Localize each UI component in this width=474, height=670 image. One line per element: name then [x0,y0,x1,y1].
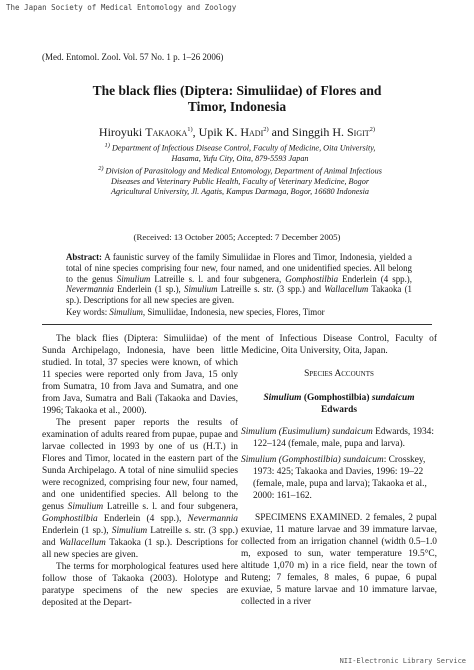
specimens-examined [241,512,437,608]
genus-name: Simulium [263,393,302,403]
abstract-text: Enderlein (1 sp.), [113,284,184,295]
synonymy-text: : Crosskey, 1973: 425; Takaoka and Davies, 1996: 19–22 (female, male, pupa and larva); Takaoka et al., 2000: 161–162. [253,455,427,501]
author-family-name: Takaoka [145,125,188,139]
synonymy-text: Edwards, 1934: 122–124 (female, male, pupa and larva). [253,427,434,449]
abstract [66,252,412,306]
taxon-name: Simulium (Gomphostilbia) sundaicum [241,455,384,465]
keywords-label: Key words: [66,307,108,317]
affiliation-marker: 2) [98,165,104,173]
body-paragraph: The black flies (Diptera: Simuliidae) of the Sunda Archipelago, Indonesia, have been little studied. In total, 37 species were known, of which 11 species were reported only from Java, 15 only from Sumatra, 10 from Java and Sumatra, and one from Java, Sumatra and Bali (Takaoka and Davies, 1996; Takaoka et al., 2000). [42,334,238,416]
species-heading [241,392,437,416]
species-epithet: sundaicum [371,393,415,403]
section-divider [42,324,432,325]
library-service-footer: NII-Electronic Library Service [339,657,466,665]
affiliation-line: Agricultural University, Jl. Agatis, Kampus Darmaga, Bogor, 16680 Indonesia [111,187,369,197]
author-given-name: Singgih H. [291,125,347,139]
title-line-2: Timor, Indonesia [187,99,287,114]
author-family-name: Hadi [240,125,264,139]
author-separator: and [268,125,292,139]
journal-society-header: The Japan Society of Medical Entomology and Zoology [6,3,237,12]
synonymy-entry [241,454,437,502]
affiliation-text: Division of Parasitology and Medical Entomology, Department of Animal Infectious [105,166,382,176]
genus-name: Simulium [116,273,151,284]
affiliation-line [80,141,400,154]
body-paragraph-continued: ment of Infectious Disease Control, Faculty of Medicine, Oita University, Oita, Japan. [241,334,437,356]
paper-title [20,83,454,115]
body-text: Latreille s. str. (3 spp.) and [42,526,238,548]
author-family-name: Sigit [347,125,370,139]
author-given-name: Hiroyuki [98,125,146,139]
taxon-name: Simulium (Eusimulium) sundaicum [241,427,373,437]
specimens-text: 2 females, 2 pupal exuviae, 11 mature larvae and 39 immature larvae, collected from an irrigation channel (width 0.5–1.0 m, exposed to sun, water temperature 19.5°C, altitude 1,070 m) in a rice field, near the town of Ruteng; 7 females, 8 males, 6 pupae, 6 pupal exuviae, 5 mature larvae and 10 immature larvae, collected in a river [241,513,437,607]
affiliation-text: Department of Infectious Disease Control, Faculty of Medicine, Oita University, [112,143,376,153]
body-text: Takaoka (1 sp.). Descriptions for all new species are given. [42,538,238,560]
body-paragraph [42,417,238,561]
subgenus-name: Simulium [184,284,218,295]
body-text: Enderlein (1 sp.), [42,526,112,536]
subgenus-name: Gomphostilbia [285,273,339,284]
affiliation-line [80,164,400,177]
affiliation-marker: 1) [187,126,193,133]
abstract-label: Abstract: [66,252,102,262]
body-text: The present paper reports the results of examination of adults reared from pupae, pupae and larvae collected in 1993 by one of us (H.T.) in Flores and Timor, located in the eastern part of the Sunda Archipelago. A total of nine simuliid species were recognized, comprising four new, four named, and one unidentified species. All belong to the genus [42,418,238,512]
subgenus-name: Simulium [111,526,148,536]
body-paragraph: The terms for morphological features used here follow those of Takaoka (2003). Holotype and paratype specimens of the new species are deposited at the Depart- [42,562,238,608]
title-line-1: The black flies (Diptera: Simuliidae) of Flores and [92,83,382,98]
body-column-right [241,333,437,608]
body-text: Latreille s. l. and four subgenera, [103,502,239,512]
synonymy-entry [241,426,437,450]
subgenus-name: (Gomphostilbia) [303,393,370,403]
abstract-text: A faunistic survey of the family Simuliidae in Flores and Timor, Indonesia, yielded a total of nine species comprising four new, four named, and one unidentified species. All belong to the genus [66,252,412,284]
body-column-left [42,333,238,609]
abstract-text: Takaoka (1 sp.). Descriptions for all new species are given. [66,284,412,306]
subgenus-name: Gomphostilbia [42,514,98,524]
species-author: Edwards [321,405,357,415]
body-text: Enderlein (4 spp.), [97,514,188,524]
author-given-name: Upik K. [198,125,241,139]
subgenus-name: Wallacellum [324,284,369,295]
affiliation-marker: 2) [369,126,376,133]
keywords [66,307,412,317]
citation-line: (Med. Entomol. Zool. Vol. 57 No. 1 p. 1–26 2006) [42,52,224,62]
section-heading: Species Accounts [304,369,374,379]
abstract-text: Enderlein (4 spp.), [338,273,412,284]
abstract-text: Latreille s. l. and four subgenera, [150,273,286,284]
genus-name: Simulium [67,502,104,512]
keywords-text: , Simuliidae, Indonesia, new species, Flores, Timor [142,307,325,317]
subgenus-name: Wallacellum [59,538,106,548]
affiliation-line: Hasama, Yufu City, Oita, 879-5593 Japan [171,153,309,163]
genus-name: Simulium [109,307,143,317]
abstract-text: Latreille s. str. (3 spp.) and [217,284,325,295]
affiliations [80,141,400,197]
subgenus-name: Nevermannia [66,284,114,295]
subgenus-name: Nevermannia [187,514,238,524]
affiliation-marker: 1) [104,142,110,149]
affiliation-marker: 2) [263,126,269,133]
author-separator: , [192,125,199,139]
affiliation-line: Diseases and Veterinary Public Health, Faculty of Veterinary Medicine, Bogor [110,177,370,187]
received-accepted-dates: (Received: 13 October 2005; Accepted: 7 December 2005) [133,232,341,242]
specimens-label: SPECIMENS EXAMINED. [255,513,363,523]
author-list [20,125,454,140]
